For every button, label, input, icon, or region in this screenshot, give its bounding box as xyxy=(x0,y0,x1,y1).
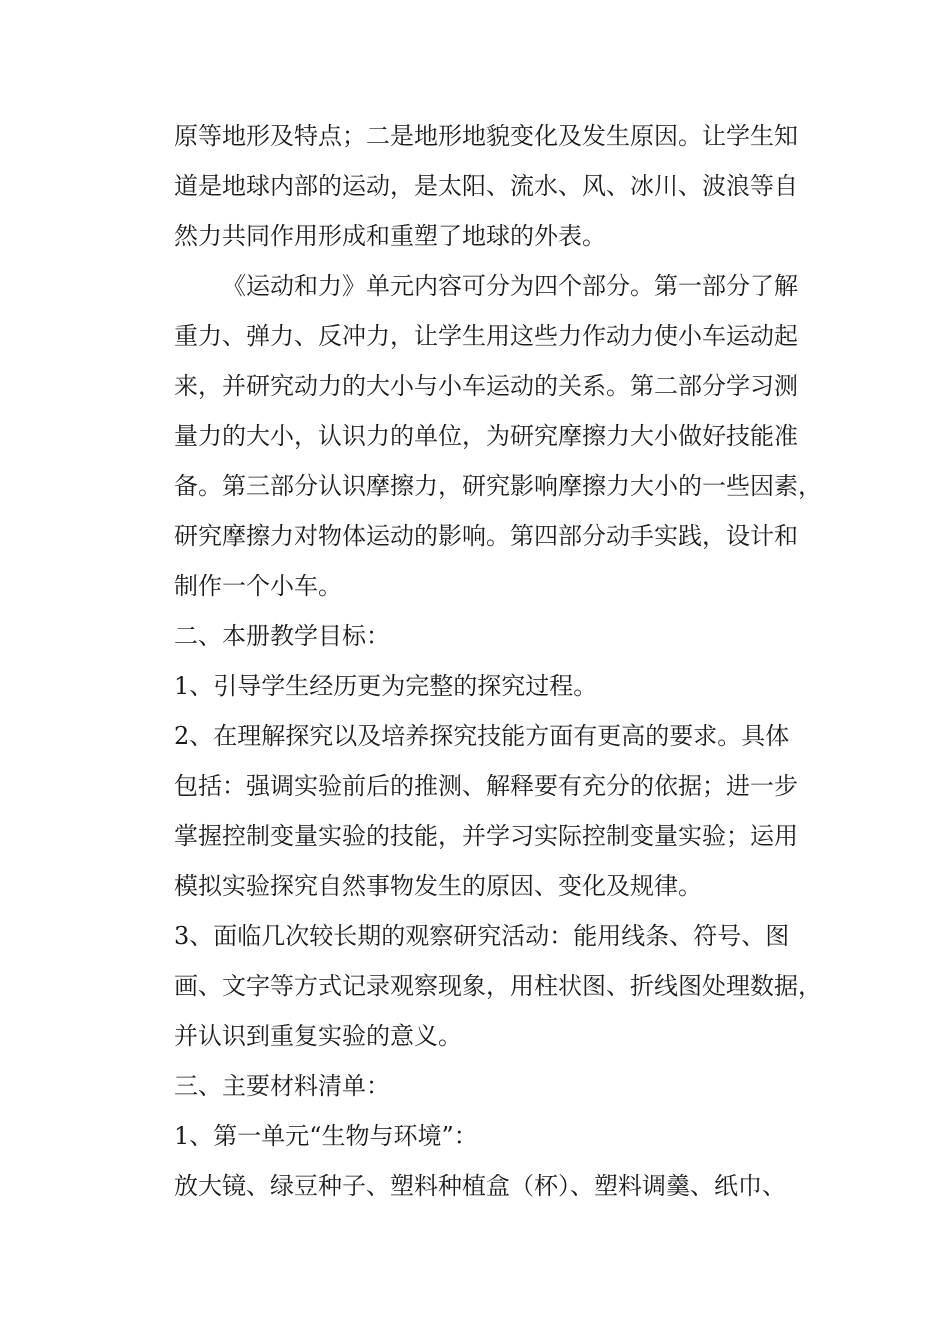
text-line-18: 画、文字等方式记录观察现象，用柱状图、折线图处理数据， xyxy=(174,972,822,1000)
text-line-2: 道是地球内部的运动，是太阳、流水、风、冰川、波浪等自 xyxy=(174,172,798,200)
text-line-7: 量力的大小，认识力的单位，为研究摩擦力大小做好技能准 xyxy=(174,422,798,450)
text-line-9: 研究摩擦力对物体运动的影响。第四部分动手实践，设计和 xyxy=(174,522,798,550)
text-line-1: 原等地形及特点；二是地形地貌变化及发生原因。让学生知 xyxy=(174,122,798,150)
text-line-12: 1、引导学生经历更为完整的探究过程。 xyxy=(174,672,598,700)
text-line-5: 重力、弹力、反冲力，让学生用这些力作动力使小车运动起 xyxy=(174,322,798,350)
text-line-8: 备。第三部分认识摩擦力，研究影响摩擦力大小的一些因素， xyxy=(174,472,822,500)
text-line-13: 2、在理解探究以及培养探究技能方面有更高的要求。具体 xyxy=(174,722,790,750)
text-line-14: 包括：强调实验前后的推测、解释要有充分的依据；进一步 xyxy=(174,772,798,800)
text-line-3: 然力共同作用形成和重塑了地球的外表。 xyxy=(174,222,606,250)
section-heading-2: 二、本册教学目标： xyxy=(174,622,390,650)
text-line-21: 1、第一单元“生物与环境”： xyxy=(174,1122,478,1150)
text-line-10: 制作一个小车。 xyxy=(174,572,342,600)
text-line-6: 来，并研究动力的大小与小车运动的关系。第二部分学习测 xyxy=(174,372,798,400)
text-line-15: 掌握控制变量实验的技能，并学习实际控制变量实验；运用 xyxy=(174,822,798,850)
section-heading-3: 三、主要材料清单： xyxy=(174,1072,390,1100)
text-line-16: 模拟实验探究自然事物发生的原因、变化及规律。 xyxy=(174,872,702,900)
text-line-19: 并认识到重复实验的意义。 xyxy=(174,1022,462,1050)
text-line-4: 《运动和力》单元内容可分为四个部分。第一部分了解 xyxy=(222,272,798,300)
text-line-22: 放大镜、绿豆种子、塑料种植盒（杯）、塑料调羹、纸巾、 xyxy=(174,1172,786,1200)
text-line-17: 3、面临几次较长期的观察研究活动：能用线条、符号、图 xyxy=(174,922,790,950)
